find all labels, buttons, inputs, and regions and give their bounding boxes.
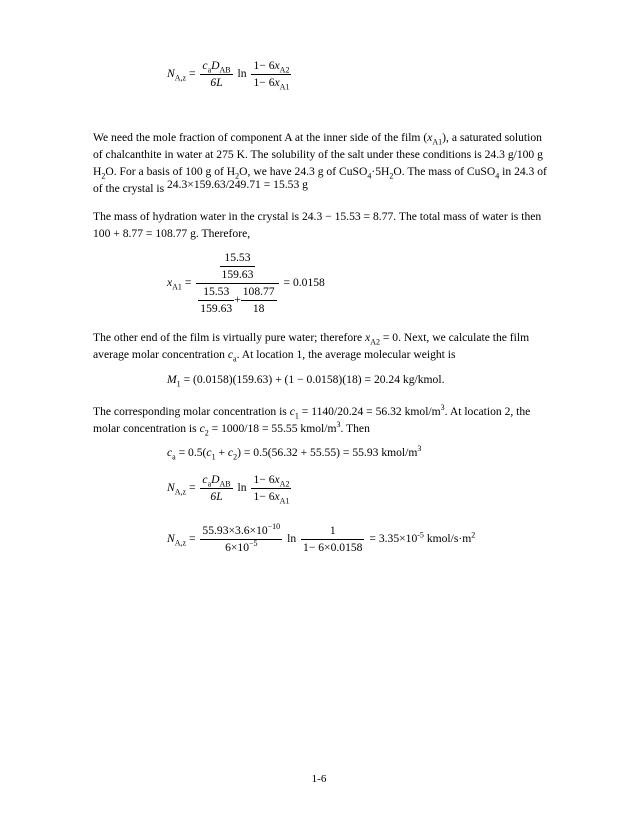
para1-sub-2: 2: [235, 171, 240, 181]
log-numerator-text: 1− 6: [253, 473, 275, 486]
eq5-part-3: ) = 0.5(56.32 + 55.55) = 55.93 kmol/m: [237, 446, 418, 459]
crystal-mass-equation: 24.3×159.63/249.71 = 15.53 g: [167, 178, 308, 191]
ca-symbol: c: [167, 446, 173, 459]
coefficient-denominator-exponent: −5: [249, 539, 258, 549]
diffusivity-symbol: D: [211, 59, 220, 72]
equals-sign: =: [184, 276, 192, 290]
log-numerator-subscript: A2: [279, 65, 290, 75]
eq5-c1: c: [206, 446, 212, 459]
equals-sign: =: [188, 67, 196, 81]
flux-equation-repeat: [167, 472, 293, 505]
average-concentration-equation: [167, 444, 422, 462]
numeric-coefficient-fraction: [200, 523, 282, 556]
ln-operator: ln: [287, 532, 297, 546]
equals-sign: =: [188, 532, 196, 546]
para3-text-3: . At location 1, the average molecular weight is: [236, 348, 456, 361]
log-denominator-x: x: [274, 76, 280, 89]
log-fraction: [251, 472, 291, 505]
para3-x-subscript: A2: [370, 337, 380, 347]
coefficient-numerator-exponent: −10: [267, 522, 281, 532]
para1-x-subscript: A1: [432, 137, 443, 147]
para3-c-subscript: a: [233, 354, 237, 364]
flux-subscript: A,z: [174, 487, 187, 497]
para1-text-4: O, we have 24.3 g of CuSO: [239, 165, 368, 178]
log-denominator-subscript: A1: [279, 82, 290, 92]
coefficient-denominator: 6L: [210, 490, 223, 503]
para1-sub-1: 2: [101, 171, 106, 181]
para4-text-1: The corresponding molar concentration is: [93, 405, 290, 418]
top-numerator: 15.53: [220, 250, 256, 267]
ln-operator: ln: [237, 481, 247, 495]
para4-c2: c: [199, 422, 205, 435]
bottom-2-numerator: 108.77: [241, 284, 277, 301]
x-symbol: x: [167, 276, 173, 290]
para3-c: c: [227, 348, 234, 361]
diffusivity-symbol: D: [211, 473, 220, 486]
result-unit-exponent: 2: [471, 530, 476, 540]
para4-sup-2: 3: [336, 420, 341, 430]
para4-text-3: . At location 2, the molar concentration is: [93, 405, 531, 435]
compound-fraction: [196, 250, 278, 317]
log-denominator-text: 1− 6: [253, 490, 275, 503]
eq5-c2: c: [227, 446, 234, 459]
coefficient-denominator: 6×10: [225, 541, 250, 554]
paragraph-molar-concentration: [93, 403, 553, 437]
para1-sub-5: 4: [495, 171, 500, 181]
para1-x: x: [427, 131, 433, 144]
paragraph-film-average: [93, 329, 553, 363]
molecular-weight-rhs: = (0.0158)(159.63) + (1 − 0.0158)(18) = 20.24 kg/kmol.: [180, 373, 445, 386]
bottom-2-denominator: 18: [252, 302, 265, 315]
paragraph-hydration-water: The mass of hydration water in the crystal is 24.3 − 15.53 = 8.77. The total mass of water is then 100 + 8.77 = 108.77 g. Therefore,: [93, 210, 542, 240]
log-numerator-text: 1− 6: [253, 59, 275, 72]
log-denominator: 1− 6×0.0158: [303, 541, 363, 554]
flux-symbol: N: [167, 481, 175, 495]
result-exponent: -5: [417, 530, 424, 540]
para1-sub-3: 4: [367, 171, 372, 181]
para3-text-2: = 0. Next, we calculate the film average molar concentration: [93, 331, 530, 361]
para3-x: x: [365, 331, 371, 344]
top-fraction: [220, 250, 256, 283]
para4-text-2: = 1140/20.24 = 56.32 kmol/m: [298, 405, 441, 418]
molecular-weight-equation: [167, 373, 445, 389]
para4-c2-subscript: 2: [204, 428, 209, 438]
bottom-fraction-1: [198, 284, 234, 317]
flux-equation: [167, 58, 293, 91]
eq5-part-1: = 0.5(: [175, 446, 207, 459]
flux-symbol: N: [167, 67, 175, 81]
coefficient-numerator: 55.93×3.6×10: [202, 524, 268, 537]
para1-sub-4: 2: [389, 171, 394, 181]
eq5-sup: 3: [417, 444, 422, 454]
coefficient-denominator: 6L: [210, 76, 223, 89]
flux-symbol: N: [167, 532, 175, 546]
ca-subscript: a: [172, 452, 176, 462]
bottom-1-denominator: 159.63: [200, 302, 233, 315]
para1-text-3: O. For a basis of 100 g of H: [105, 165, 236, 178]
log-denominator-text: 1− 6: [253, 76, 275, 89]
eq5-part-2: +: [215, 446, 228, 459]
para1-text-7: in 24.3 of of the crystal is: [93, 165, 547, 195]
para4-sup-1: 3: [440, 403, 445, 413]
flux-subscript: A,z: [174, 73, 187, 83]
para3-text-1: The other end of the film is virtually pure water; therefore: [93, 331, 366, 344]
diffusivity-subscript: AB: [219, 65, 231, 75]
para1-text-5: ·5H: [371, 165, 390, 178]
conc-symbol: c: [202, 59, 208, 72]
para1-text-6: O. The mass of CuSO: [393, 165, 496, 178]
m-subscript: 1: [176, 379, 181, 389]
m-symbol: M: [167, 373, 177, 386]
para1-text-1: We need the mole fraction of component A at the inner side of the film (: [93, 131, 428, 144]
log-numerator-x: x: [274, 473, 280, 486]
diffusivity-subscript: AB: [219, 479, 231, 489]
log-denominator-x: x: [274, 490, 280, 503]
page-number: 1-6: [311, 773, 327, 785]
numeric-log-fraction: [301, 523, 364, 556]
log-numerator-subscript: A2: [279, 479, 290, 489]
equals-sign: =: [188, 481, 196, 495]
coefficient-fraction: [200, 58, 232, 91]
log-denominator-subscript: A1: [279, 496, 290, 506]
ln-operator: ln: [237, 67, 247, 81]
flux-subscript: A,z: [174, 538, 187, 548]
x-subscript: A1: [172, 282, 182, 292]
eq5-c1-subscript: 1: [211, 452, 216, 462]
flux-result-equation: [167, 523, 475, 556]
mole-fraction-equation: [167, 250, 325, 317]
para4-text-4: = 1000/18 = 55.55 kmol/m: [208, 422, 337, 435]
eq5-c2-subscript: 2: [233, 452, 238, 462]
log-fraction: [251, 58, 291, 91]
bottom-fraction-2: [241, 284, 277, 317]
result-value: = 3.35×10: [369, 532, 418, 546]
top-denominator: 159.63: [221, 268, 254, 281]
paragraph-mole-fraction: [93, 129, 553, 197]
result-value: = 0.0158: [283, 276, 325, 290]
bottom-1-numerator: 15.53: [198, 284, 234, 301]
log-numerator: 1: [301, 523, 364, 540]
conc-symbol: c: [202, 473, 208, 486]
para1-text-2: ), a saturated solution of chalcanthite in water at 275 K. The solubility of the salt under these conditions is 24.3 g/100 g H: [93, 131, 543, 178]
result-unit: kmol/s·m: [423, 532, 472, 546]
para4-text-5: . Then: [340, 422, 370, 435]
plus-sign: +: [234, 293, 241, 307]
coefficient-fraction: [200, 472, 232, 505]
conc-subscript: a: [207, 65, 212, 75]
log-numerator-x: x: [274, 59, 280, 72]
para4-c1-subscript: 1: [294, 411, 299, 421]
para4-c1: c: [289, 405, 295, 418]
conc-subscript: a: [207, 479, 212, 489]
